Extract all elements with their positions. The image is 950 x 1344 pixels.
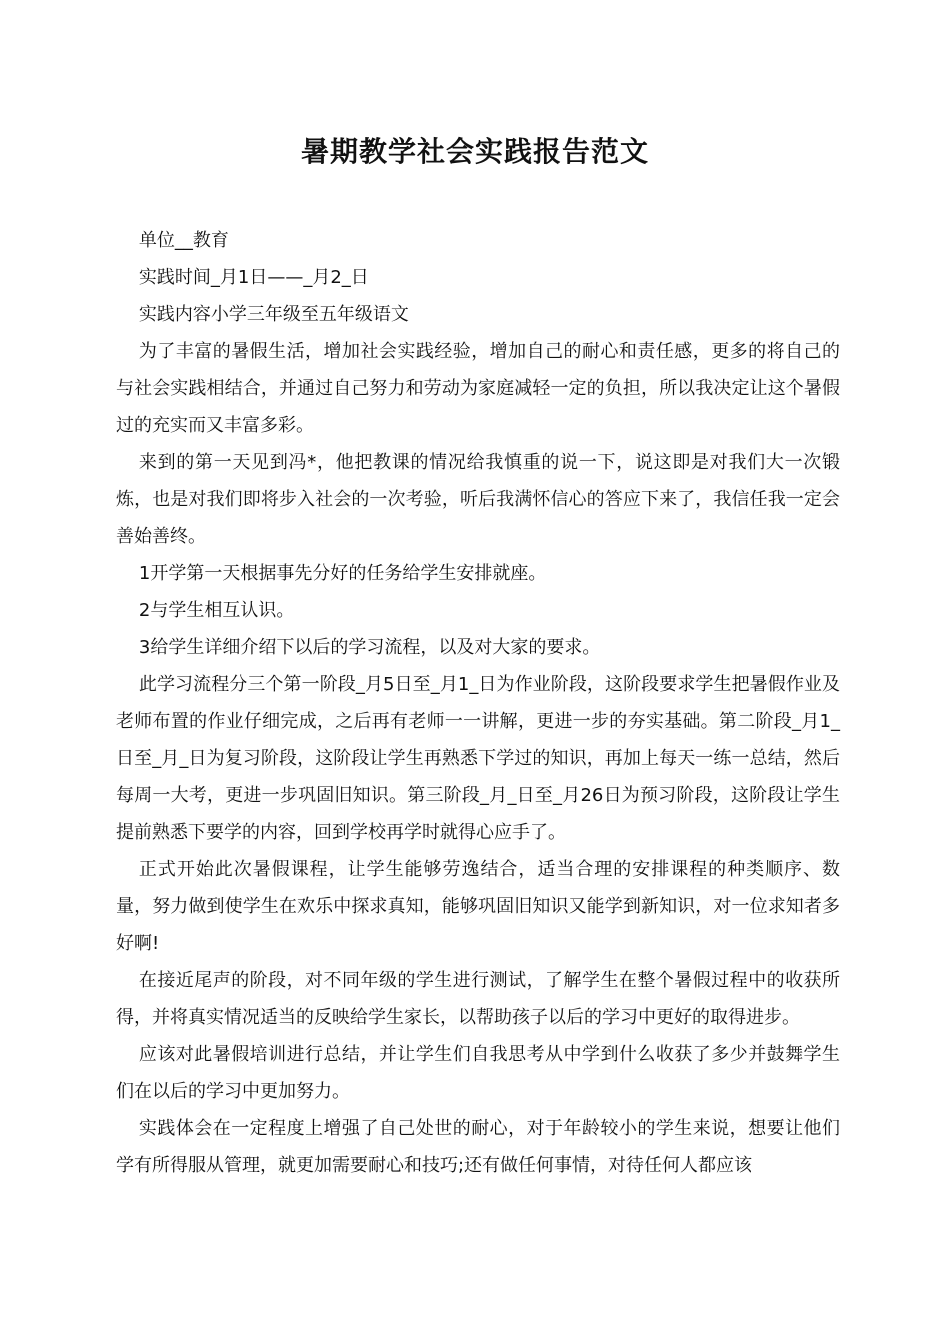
paragraph-course-start: 正式开始此次暑假课程，让学生能够劳逸结合，适当合理的安排课程的种类顺序、数量，努力做到使学生在欢乐中探求真知，能够巩固旧知识又能学到新知识，对一位求知者多好啊! [116, 859, 840, 954]
paragraph-practice-content: 实践内容小学三年级至五年级语文 [138, 304, 409, 325]
paragraph-step-2: 2与学生相互认识。 [138, 600, 295, 621]
paragraph-step-1: 1开学第一天根据事先分好的任务给学生安排就座。 [138, 563, 547, 584]
paragraph-step-3: 3给学生详细介绍下以后的学习流程，以及对大家的要求。 [138, 637, 601, 658]
paragraph-summary: 应该对此暑假培训进行总结，并让学生们自我思考从中学到什么收获了多少并鼓舞学生们在以后的学习中更加努力。 [116, 1044, 840, 1102]
paragraph-experience: 实践体会在一定程度上增强了自己处世的耐心，对于年龄较小的学生来说，想要让他们学有所得服从管理，就更加需要耐心和技巧;还有做任何事情，对待任何人都应该 [116, 1118, 840, 1176]
document-body [116, 222, 840, 1184]
paragraph-unit: 单位__教育 [138, 230, 229, 251]
paragraph-purpose: 为了丰富的暑假生活，增加社会实践经验，增加自己的耐心和责任感，更多的将自己的与社会实践相结合，并通过自己努力和劳动为家庭减轻一定的负担，所以我决定让这个暑假过的充实而又丰富多彩。 [116, 341, 840, 436]
paragraph-learning-stages: 此学习流程分三个第一阶段_月5日至_月1_日为作业阶段，这阶段要求学生把暑假作业及老师布置的作业仔细完成，之后再有老师一一讲解，更进一步的夯实基础。第二阶段_月1_日至_月_日为复习阶段，这阶段让学生再熟悉下学过的知识，再加上每天一练一总结，然后每周一大考，更进一步巩固旧知识。第三阶段_月_日至_月26日为预习阶段，这阶段让学生提前熟悉下要学的内容，回到学校再学时就得心应手了。 [116, 674, 840, 843]
paragraph-final-test: 在接近尾声的阶段，对不同年级的学生进行测试，了解学生在整个暑假过程中的收获所得，并将真实情况适当的反映给学生家长，以帮助孩子以后的学习中更好的取得进步。 [116, 970, 840, 1028]
paragraph-practice-time: 实践时间_月1日——_月2_日 [138, 267, 369, 288]
document-title: 暑期教学社会实践报告范文 [300, 135, 649, 168]
paragraph-first-day: 来到的第一天见到冯*，他把教课的情况给我慎重的说一下，说这即是对我们大一次锻炼，也是对我们即将步入社会的一次考验，听后我满怀信心的答应下来了，我信任我一定会善始善终。 [116, 452, 840, 547]
